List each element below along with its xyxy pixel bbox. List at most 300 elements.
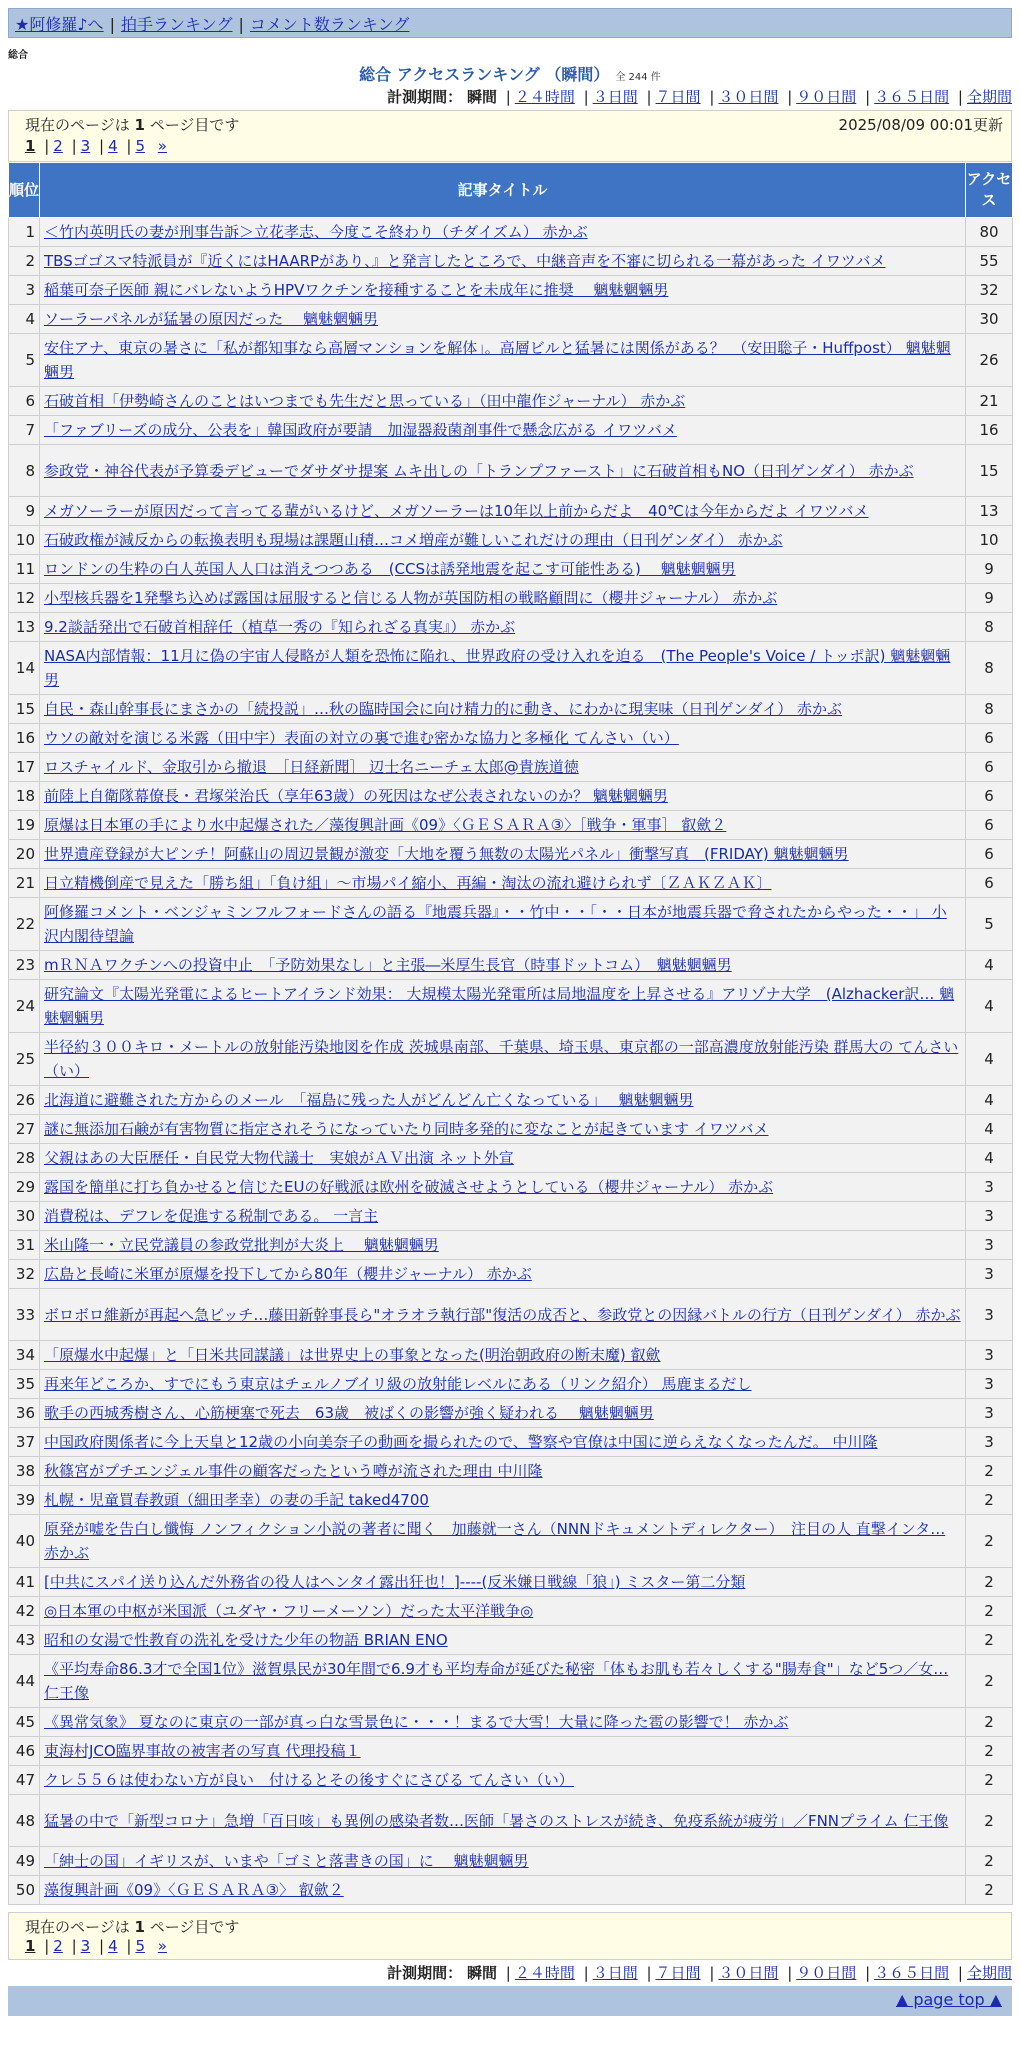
access-count-cell: 9 [966,555,1013,584]
pagination-top: 1 | 2 | 3 | 4 | 5 » [25,137,167,155]
table-row [9,980,1013,1033]
access-count-cell: 3 [966,1370,1013,1399]
title-cell [40,782,966,811]
pager-next[interactable]: » [157,137,167,155]
table-row [9,811,1013,840]
article-link[interactable]: 「ファブリーズの成分、公表を」韓国政府が要請 加湿器殺菌剤事件で懸念広がる イワツバメ [44,421,677,439]
table-row [9,1737,1013,1766]
rank-cell: 3 [9,276,40,305]
table-row [9,1766,1013,1795]
table-row [9,951,1013,980]
top-nav-bar [8,8,1012,38]
access-count-cell: 2 [966,1515,1013,1568]
article-link[interactable]: メガソーラーが原因だって言ってる輩がいるけど、メガソーラーは10年以上前からだよ 40℃は今年からだよ イワツバメ [44,502,869,520]
page-top-link[interactable]: ▲ page top ▲ [895,1990,1002,2009]
pager-link-5-bottom[interactable]: 5 [135,1937,145,1955]
rank-cell: 11 [9,555,40,584]
article-link[interactable]: 原発が嘘を告白し懺悔 ノンフィクション小説の著者に聞く 加藤就一さん（NNNドキュメントディレクター） 注目の人 直撃インタ… 赤かぶ [44,1520,946,1562]
pager-link-3-bottom[interactable]: 3 [80,1937,91,1955]
table-row [9,613,1013,642]
title-cell [40,1876,966,1905]
access-count-cell: 3 [966,1202,1013,1231]
access-count-cell: 6 [966,753,1013,782]
rank-cell: 18 [9,782,40,811]
table-row [9,584,1013,613]
rank-cell: 12 [9,584,40,613]
rank-cell: 45 [9,1708,40,1737]
rank-cell: 7 [9,416,40,445]
period-link-365d-bottom[interactable]: ３６５日間 [874,1964,950,1982]
table-row [9,497,1013,526]
applause-ranking-link[interactable]: 拍手ランキング [120,15,233,34]
article-link[interactable]: 《異常気象》 夏なのに東京の一部が真っ白な雪景色に・・・！まるで大雪！大量に降った雹の影響で！ 赤かぶ [44,1713,789,1731]
rank-cell: 15 [9,695,40,724]
access-count-cell: 3 [966,1399,1013,1428]
table-row [9,445,1013,497]
rank-cell: 32 [9,1260,40,1289]
article-link[interactable]: ボロボロ維新が再起へ急ピッチ…藤田新幹事長ら"オラオラ執行部"復活の成否と、参政党との因縁バトルの行方（日刊ゲンダイ） 赤かぶ [44,1305,961,1324]
period-link-all[interactable]: 全期間 [966,88,1012,106]
access-count-cell: 6 [966,811,1013,840]
title-cell [40,642,966,695]
period-link-24h-bottom[interactable]: ２４時間 [514,1964,575,1982]
rank-cell: 8 [9,445,40,497]
period-link-30d[interactable]: ３０日間 [718,88,779,106]
period-link-90d[interactable]: ９０日間 [796,88,857,106]
access-count-cell: 13 [966,497,1013,526]
title-cell [40,1086,966,1115]
title-cell [40,1708,966,1737]
article-link[interactable]: ロンドンの生粋の白人英国人人口は消えつつある (CCSは誘発地震を起こす可能性ある) 魑魅魍魎男 [44,560,736,578]
table-row [9,1260,1013,1289]
article-link[interactable]: 消費税は、デフレを促進する税制である。 一言主 [44,1207,379,1225]
article-link[interactable]: 自民・森山幹事長にまさかの「続投説」…秋の臨時国会に向け精力的に動き、にわかに現実味（日刊ゲンダイ） 赤かぶ [44,700,842,718]
rank-cell: 29 [9,1173,40,1202]
nav-separator: | [238,15,244,34]
access-count-cell: 2 [966,1708,1013,1737]
current-page-number-bottom: 1 [134,1918,145,1936]
title-cell [40,1144,966,1173]
col-access-header: アクセス [966,163,1013,218]
article-link[interactable]: 研究論文『太陽光発電によるヒートアイランド効果： 大規模太陽光発電所は局地温度を上昇させる』アリゾナ大学 (Alzhacker訳… 魑魅魍魎男 [44,985,955,1027]
title-cell [40,753,966,782]
access-count-cell: 30 [966,305,1013,334]
table-row [9,1515,1013,1568]
article-link[interactable]: 中国政府関係者に今上天皇と12歳の小向美奈子の動画を撮られたので、警察や官僚は中国に逆らえなくなったんだ。 中川隆 [44,1433,878,1451]
period-link-7d[interactable]: ７日間 [655,88,701,106]
period-link-24h[interactable]: ２４時間 [514,88,575,106]
access-count-cell: 2 [966,1486,1013,1515]
table-row [9,840,1013,869]
rank-cell: 33 [9,1289,40,1341]
access-count-cell: 3 [966,1289,1013,1341]
period-link-7d-bottom[interactable]: ７日間 [655,1964,701,1982]
rank-cell: 23 [9,951,40,980]
period-label: 計測期間： [387,88,463,106]
article-link[interactable]: 前陸上自衛隊幕僚長・君塚栄治氏（享年63歳）の死因はなぜ公表されないのか？ 魑魅魍魎男 [44,787,668,805]
article-link[interactable]: 安住アナ、東京の暑さに「私が都知事なら高層マンションを解体」。高層ビルと猛暑には関係がある？ （安田聡子・Huffpost） 魑魅魍魎男 [44,339,951,381]
title-cell [40,497,966,526]
access-count-cell: 3 [966,1341,1013,1370]
article-link[interactable]: 米山隆一・立民党議員の参政党批判が大炎上 魑魅魍魎男 [44,1236,439,1254]
table-row [9,1231,1013,1260]
pager-current: 1 [25,137,36,155]
rank-cell: 31 [9,1231,40,1260]
access-count-cell: 10 [966,526,1013,555]
table-row [9,416,1013,445]
title-cell [40,1597,966,1626]
article-link[interactable]: 小型核兵器を1発撃ち込めば露国は屈服すると信じる人物が英国防相の戦略顧問に（櫻井ジャーナル） 赤かぶ [44,589,778,607]
title-cell [40,1231,966,1260]
access-count-cell: 2 [966,1876,1013,1905]
article-link[interactable]: 謎に無添加石鹸が有害物質に指定されそうになっていたり同時多発的に変なことが起きています イワツバメ [44,1120,769,1138]
title-cell [40,840,966,869]
rank-cell: 27 [9,1115,40,1144]
article-link[interactable]: 歌手の西城秀樹さん、心筋梗塞で死去 63歳 被ばくの影響が強く疑われる 魑魅魍魎男 [44,1404,654,1422]
table-row [9,1457,1013,1486]
title-cell [40,1428,966,1457]
ranking-title-block [0,62,1020,85]
col-rank-header: 順位 [9,163,40,218]
access-count-cell: 32 [966,276,1013,305]
rank-cell: 10 [9,526,40,555]
article-link[interactable]: 稲葉可奈子医師 親にバレないようHPVワクチンを接種することを未成年に推奨 魑魅魍魎男 [44,281,669,299]
table-row [9,1086,1013,1115]
access-count-cell: 6 [966,869,1013,898]
title-cell [40,1515,966,1568]
article-link[interactable]: [中共にスパイ送り込んだ外務省の役人はヘンタイ露出狂也！]----(反米嫌日戦線「狼」) ミスター第二分類 [44,1573,746,1591]
table-row [9,334,1013,387]
current-page-number: 1 [134,116,145,134]
rank-cell: 41 [9,1568,40,1597]
home-link[interactable]: ★阿修羅♪へ [15,15,104,34]
article-link[interactable]: 石破政権が減反からの転換表明も現場は課題山積…コメ増産が難しいこれだけの理由（日刊ゲンダイ） 赤かぶ [44,531,783,549]
period-selector-top: 計測期間： 瞬間 | ２４時間 | ３日間 | ７日間 | ３０日間 | ９０日間 | ３６５日間 | 全期間 [387,88,1012,106]
table-row [9,898,1013,951]
rank-cell: 35 [9,1370,40,1399]
rank-cell: 2 [9,247,40,276]
access-count-cell: 26 [966,334,1013,387]
table-row [9,218,1013,247]
access-count-cell: 8 [966,613,1013,642]
rank-cell: 24 [9,980,40,1033]
article-link[interactable]: 秋篠宮がプチエンジェル事件の顧客だったという噂が流された理由 中川隆 [44,1462,543,1480]
table-row [9,1202,1013,1231]
title-cell [40,247,966,276]
rank-cell: 42 [9,1597,40,1626]
article-link[interactable]: 広島と長崎に米軍が原爆を投下してから80年（櫻井ジャーナル） 赤かぶ [44,1265,532,1283]
title-cell [40,1568,966,1597]
access-count-cell: 6 [966,840,1013,869]
title-cell [40,218,966,247]
table-row [9,642,1013,695]
article-link[interactable]: クレ５５６は使わない方が良い 付けるとその後すぐにさびる てんさい（い） [44,1771,574,1789]
rank-cell: 47 [9,1766,40,1795]
table-row [9,695,1013,724]
table-row [9,1144,1013,1173]
access-count-cell: 2 [966,1597,1013,1626]
footer-bar [8,1986,1012,2016]
title-cell [40,1202,966,1231]
pager-link-3[interactable]: 3 [80,137,91,155]
access-count-cell: 2 [966,1655,1013,1708]
title-cell [40,1033,966,1086]
article-link[interactable]: 父親はあの大臣歴任・自民党大物代議士 実娘がＡＶ出演 ネット外宣 [44,1149,514,1167]
title-cell [40,695,966,724]
period-selector-bottom: 計測期間： 瞬間 | ２４時間 | ３日間 | ７日間 | ３０日間 | ９０日間 | ３６５日間 | 全期間 [387,1964,1012,1982]
pager-current-bottom: 1 [25,1937,36,1955]
article-link[interactable]: 《平均寿命86.3才で全国1位》滋賀県民が30年間で6.9才も平均寿命が延びた秘密「体もお肌も若々しくする"腸寿食"」など5つ／女… 仁王像 [44,1660,949,1702]
title-cell [40,811,966,840]
table-row [9,1876,1013,1905]
article-link[interactable]: 半径約３００キロ・メートルの放射能汚染地図を作成 茨城県南部、千葉県、埼玉県、東京都の一部高濃度放射能汚染 群馬大の てんさい（い） [44,1038,959,1080]
rank-cell: 37 [9,1428,40,1457]
table-row [9,305,1013,334]
article-link[interactable]: ウソの敵対を演じる米露（田中宇）表面の対立の裏で進む密かな協力と多極化 てんさい（い） [44,729,679,747]
access-count-cell: 15 [966,445,1013,497]
table-row [9,1370,1013,1399]
article-link[interactable]: ＜竹内英明氏の妻が刑事告訴＞立花孝志、今度こそ終わり（チダイズム） 赤かぶ [44,223,588,241]
rank-cell: 46 [9,1737,40,1766]
rank-cell: 17 [9,753,40,782]
article-link[interactable]: 日立精機倒産で見えた「勝ち組」「負け組」～市場パイ縮小、再編・淘汰の流れ避けられず〔ＺＡＫＺＡＫ〕 [44,874,772,892]
access-count-cell: 2 [966,1766,1013,1795]
access-count-cell: 6 [966,724,1013,753]
article-link[interactable]: 世界遺産登録が大ピンチ！阿蘇山の周辺景観が激変「大地を覆う無数の太陽光パネル」衝撃写真 (FRIDAY) 魑魅魍魎男 [44,845,849,863]
total-count: 全 244 件 [615,72,661,83]
access-count-cell: 6 [966,782,1013,811]
col-title-header: 記事タイトル [40,163,966,218]
nav-separator: | [109,15,115,34]
title-cell [40,1260,966,1289]
article-link[interactable]: 「原爆水中起爆」と「日米共同謀議」は世界史上の事象となった(明治朝政府の断末魔) 叡歛 [44,1346,661,1364]
title-cell [40,724,966,753]
table-row [9,1428,1013,1457]
period-link-30d-bottom[interactable]: ３０日間 [718,1964,779,1982]
article-link[interactable]: 参政党・神谷代表が予算委デビューでダサダサ提案 ムキ出しの「トランプファースト」に石破首相もNO（日刊ゲンダイ） 赤かぶ [44,461,914,480]
pager-link-2-bottom[interactable]: 2 [53,1937,63,1955]
access-count-cell: 8 [966,695,1013,724]
article-link[interactable]: 昭和の女湯で性教育の洗礼を受けた少年の物語 BRIAN ENO [44,1631,448,1649]
title-cell [40,1457,966,1486]
rank-cell: 26 [9,1086,40,1115]
article-link[interactable]: 藻復興計画《09》〈ＧＥＳＡＲＡ③〉 叡歛２ [44,1881,344,1899]
article-link[interactable]: 再来年どころか、すでにもう東京はチェルノブイリ級の放射能レベルにある（リンク紹介） 馬鹿まるだし [44,1375,752,1393]
article-link[interactable]: 露国を簡単に打ち負かせると信じたEUの好戦派は欧州を破滅させようとしている（櫻井ジャーナル） 赤かぶ [44,1178,774,1196]
access-count-cell: 3 [966,1231,1013,1260]
title-cell [40,387,966,416]
title-cell [40,526,966,555]
title-cell [40,980,966,1033]
title-cell [40,584,966,613]
category-label: 総合 [8,50,28,61]
access-count-cell: 2 [966,1457,1013,1486]
rank-cell: 39 [9,1486,40,1515]
table-row [9,1486,1013,1515]
pager-link-4-bottom[interactable]: 4 [108,1937,118,1955]
rank-cell: 6 [9,387,40,416]
table-row [9,869,1013,898]
title-cell [40,898,966,951]
pager-next-bottom[interactable]: » [157,1937,167,1955]
rank-cell: 44 [9,1655,40,1708]
period-link-all-bottom[interactable]: 全期間 [966,1964,1012,1982]
table-row [9,1708,1013,1737]
title-cell [40,1341,966,1370]
rank-cell: 1 [9,218,40,247]
table-row [9,1033,1013,1086]
table-row [9,387,1013,416]
access-count-cell: 4 [966,1115,1013,1144]
pagination-bottom: 1 | 2 | 3 | 4 | 5 » [25,1937,167,1955]
access-count-cell: 2 [966,1626,1013,1655]
table-row [9,1568,1013,1597]
rank-cell: 49 [9,1847,40,1876]
period-link-3d[interactable]: ３日間 [592,88,638,106]
article-link[interactable]: 札幌・児童買春教頭（細田孝幸）の妻の手記 taked4700 [44,1491,429,1509]
rank-cell: 21 [9,869,40,898]
article-link[interactable]: TBSゴゴスマ特派員が『近くにはHAARPがあり、』と発言したところで、中継音声を不審に切られる一幕があった イワツバメ [44,252,886,270]
article-link[interactable]: ロスチャイルド、金取引から撤退 ［日経新聞］ 辺士名ニーチェ太郎@貴族道徳 [44,758,579,776]
rank-cell: 14 [9,642,40,695]
rank-cell: 38 [9,1457,40,1486]
table-row [9,1341,1013,1370]
table-header-row [9,163,1013,218]
access-count-cell: 4 [966,1086,1013,1115]
title-cell [40,416,966,445]
access-count-cell: 3 [966,1173,1013,1202]
rank-cell: 9 [9,497,40,526]
table-row [9,1115,1013,1144]
access-count-cell: 2 [966,1795,1013,1847]
article-link[interactable]: 9.2談話発出で石破首相辞任（植草一秀の『知られざる真実』） 赤かぶ [44,618,516,636]
title-cell [40,1399,966,1428]
title-cell [40,334,966,387]
title-cell [40,276,966,305]
title-cell [40,951,966,980]
ranking-table-body [9,218,1013,1905]
table-row [9,1626,1013,1655]
updated-timestamp: 2025/08/09 00:01更新 [838,116,1003,134]
period-label-bottom: 計測期間： [387,1964,463,1982]
pager-link-5[interactable]: 5 [135,137,145,155]
comment-ranking-link[interactable]: コメント数ランキング [249,15,410,34]
title-cell [40,445,966,497]
table-row [9,276,1013,305]
table-row [9,1597,1013,1626]
table-row [9,1795,1013,1847]
rank-cell: 48 [9,1795,40,1847]
rank-cell: 43 [9,1626,40,1655]
rank-cell: 30 [9,1202,40,1231]
title-cell [40,1847,966,1876]
title-cell [40,1737,966,1766]
period-current-bottom: 瞬間 [466,1964,497,1982]
article-link[interactable]: 猛暑の中で「新型コロナ」急増「百日咳」も異例の感染者数…医師「暑さのストレスが続き、免疫系統が疲労」／FNNプライム 仁王像 [44,1811,949,1830]
access-count-cell: 4 [966,1144,1013,1173]
title-cell [40,1655,966,1708]
table-row [9,555,1013,584]
access-count-cell: 4 [966,1033,1013,1086]
access-count-cell: 4 [966,951,1013,980]
title-cell [40,1115,966,1144]
article-link[interactable]: mＲＮＡワクチンへの投資中止 「予防効果なし」と主張―米厚生長官（時事ドットコム） 魑魅魍魎男 [44,956,732,974]
table-row [9,782,1013,811]
access-count-cell: 9 [966,584,1013,613]
title-cell [40,613,966,642]
rank-cell: 19 [9,811,40,840]
access-count-cell: 16 [966,416,1013,445]
title-cell [40,1370,966,1399]
access-count-cell: 21 [966,387,1013,416]
current-page-text: 現在のページは 1 ページ目です [25,116,240,134]
title-cell [40,1486,966,1515]
access-count-cell: 5 [966,898,1013,951]
article-link[interactable]: ソーラーパネルが猛暑の原因だった 魑魅魍魎男 [44,310,379,328]
access-count-cell: 55 [966,247,1013,276]
access-count-cell: 2 [966,1847,1013,1876]
rank-cell: 22 [9,898,40,951]
rank-cell: 5 [9,334,40,387]
pager-link-4[interactable]: 4 [108,137,118,155]
title-cell [40,1795,966,1847]
table-row [9,247,1013,276]
title-cell [40,1626,966,1655]
title-cell [40,555,966,584]
table-row [9,526,1013,555]
title-cell [40,1289,966,1341]
page-info-panel-bottom [8,1912,1012,1960]
article-link[interactable]: 石破首相「伊勢崎さんのことはいつまでも先生だと思っている」（田中龍作ジャーナル） 赤かぶ [44,392,686,410]
rank-cell: 50 [9,1876,40,1905]
title-cell [40,1766,966,1795]
article-link[interactable]: ◎日本軍の中枢が米国派（ユダヤ・フリーメーソン）だった太平洋戦争◎ [44,1602,534,1620]
table-row [9,1289,1013,1341]
ranking-title: 総合 アクセスランキング （瞬間） [359,65,610,84]
rank-cell: 25 [9,1033,40,1086]
article-link[interactable]: 原爆は日本軍の手により水中起爆された／藻復興計画《09》〈ＧＥＳＡＲＡ③〉［戦争・軍事］ 叡歛２ [44,816,727,834]
current-page-text-bottom: 現在のページは 1 ページ目です [25,1918,240,1936]
period-link-3d-bottom[interactable]: ３日間 [592,1964,638,1982]
period-link-90d-bottom[interactable]: ９０日間 [796,1964,857,1982]
article-link[interactable]: NASA内部情報：11月に偽の宇宙人侵略が人類を恐怖に陥れ、世界政府の受け入れを迫る (The People's Voice / トッポ訳) 魑魅魍魎男 [44,647,951,689]
table-row [9,1399,1013,1428]
access-count-cell: 3 [966,1260,1013,1289]
article-link[interactable]: 「紳士の国」イギリスが、いまや「ゴミと落書きの国」に 魑魅魍魎男 [44,1852,529,1870]
rank-cell: 16 [9,724,40,753]
ranking-table [8,162,1013,1905]
rank-cell: 4 [9,305,40,334]
pager-link-2[interactable]: 2 [53,137,63,155]
table-row [9,724,1013,753]
title-cell [40,1173,966,1202]
access-count-cell: 4 [966,980,1013,1033]
article-link[interactable]: 東海村JCO臨界事故の被害者の写真 代理投稿１ [44,1742,361,1760]
table-row [9,1173,1013,1202]
rank-cell: 28 [9,1144,40,1173]
rank-cell: 40 [9,1515,40,1568]
table-row [9,1847,1013,1876]
article-link[interactable]: 北海道に避難された方からのメール 「福島に残った人がどんどん亡くなっている」 魑魅魍魎男 [44,1091,694,1109]
article-link[interactable]: 阿修羅コメント・ベンジャミンフルフォードさんの語る『地震兵器』・・竹中・・「・・日本が地震兵器で脅されたからやった・・」 小沢内閣待望論 [44,903,947,945]
period-link-365d[interactable]: ３６５日間 [874,88,950,106]
period-current: 瞬間 [466,88,497,106]
access-count-cell: 2 [966,1737,1013,1766]
access-count-cell: 3 [966,1428,1013,1457]
access-count-cell: 8 [966,642,1013,695]
rank-cell: 34 [9,1341,40,1370]
rank-cell: 13 [9,613,40,642]
